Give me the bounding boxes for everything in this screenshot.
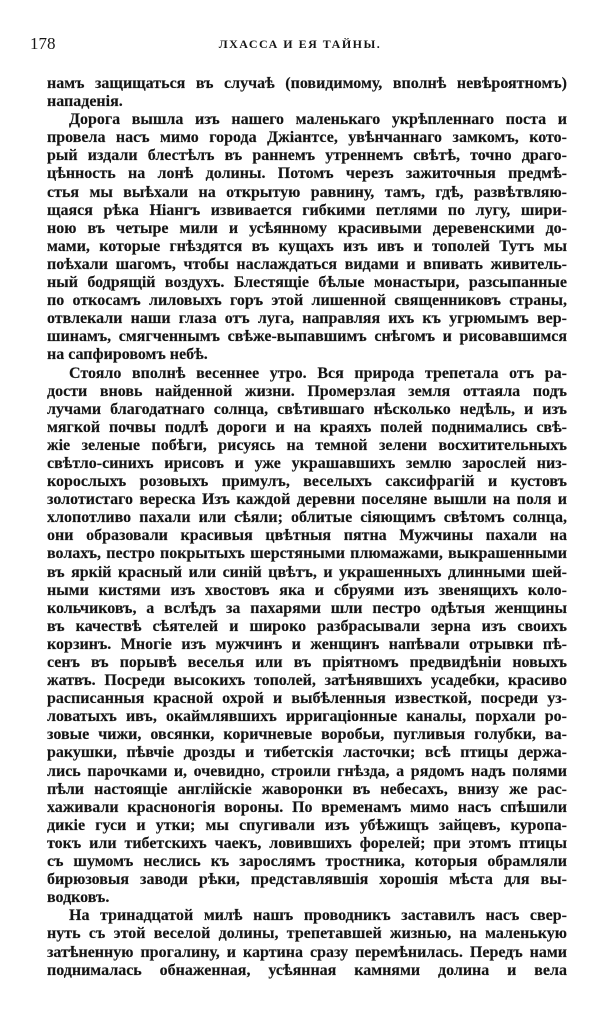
text-line: ными кистями изъ хвостовъ яка и сбруями изъ звенящихъ коло- <box>47 581 567 599</box>
page-number: 178 <box>30 34 56 53</box>
text-line: жіе зеленые побѣги, рисуясь на темной зелени восхитительныхъ <box>47 436 567 454</box>
text-line: водковъ. <box>47 889 110 907</box>
text-line: мягкой почвы подлѣ дороги и на краяхъ полей поднимались свѣ- <box>47 418 567 436</box>
running-title: ЛХАССА И ЕЯ ТАЙНЫ. <box>218 37 382 51</box>
text-line: въ яркій красный или синій цвѣтъ, и украшенныхъ длинными шей- <box>47 563 567 581</box>
paragraph <box>47 75 567 111</box>
text-line: они образовали красивыя цвѣтныя пятна Мужчины пахали на <box>47 527 567 545</box>
text-line: ловатыхъ ивъ, окаймлявшихъ ирригаціонные каналы, порхали ро- <box>47 708 567 726</box>
text-line: стья мы выѣхали на открытую равнину, тамъ, гдѣ, развѣтвляю- <box>47 183 567 201</box>
text-line: нападенія. <box>47 93 123 111</box>
text-line: по откосамъ лиловыхъ горъ этой лишенной священниковъ страны, <box>47 292 567 310</box>
paragraph <box>47 365 567 908</box>
paragraph <box>47 111 567 364</box>
text-line: лучами благодатнаго солнца, свѣтившаго нѣсколько недѣль, и изъ <box>47 400 567 418</box>
text-line: Дорога вышла изъ нашего маленькаго укрѣпленнаго поста и <box>69 111 567 129</box>
text-line: въ качествѣ сѣятелей и широко разбрасывали зерна изъ своихъ <box>47 617 567 635</box>
text-line: хаживали красноногія вороны. По временамъ мимо насъ спѣшили <box>47 798 567 816</box>
paragraph <box>47 907 567 979</box>
text-line: токъ или тибетскихъ чаекъ, ловившихъ форелей; при этомъ птицы <box>47 834 567 852</box>
text-line: цѣнность на лонѣ долины. Потомъ черезъ зажиточныя предмѣ- <box>47 165 567 183</box>
body-text <box>47 75 567 980</box>
text-line: волахъ, пестро покрытыхъ шерстяными плюмажами, выкрашенными <box>47 545 567 563</box>
text-line: расписанныя красной охрой и выбѣленныя известкой, посреди уз- <box>47 690 567 708</box>
text-line: зовые чижи, овсянки, коричневые воробьи, пугливыя голубки, ва- <box>47 726 567 744</box>
text-line: золотистаго вереска Изъ каждой деревни поселяне вышли на поля и <box>47 491 567 509</box>
text-line: лись парочками и, очевидно, строили гнѣзда, а рядомъ надъ полями <box>47 762 567 780</box>
text-line: корослыхъ розовыхъ примулъ, веселыхъ саксифрагій и кустовъ <box>47 473 567 491</box>
text-line: На тринадцатой милѣ нашъ проводникъ заставилъ насъ свер- <box>69 907 567 925</box>
text-line: нуть съ этой веселой долины, трепетавшей жизнью, на маленькую <box>47 925 567 943</box>
text-line: ною въ четыре мили и усѣянному красивыми деревенскими до- <box>47 219 567 237</box>
text-line: затѣненную прогалину, и картина сразу перемѣнилась. Передъ нами <box>47 943 567 961</box>
text-line: ный бодрящій воздухъ. Блестящіе бѣлые монастыри, разсыпанные <box>47 274 567 292</box>
text-line: корзинъ. Многіе изъ мужчинъ и женщинъ напѣвали отрывки пѣ- <box>47 635 567 653</box>
text-line: провела насъ мимо города Джіантсе, увѣнчаннаго замкомъ, кото- <box>47 129 567 147</box>
text-line: съ шумомъ неслись къ зарослямъ тростника, которыя обрамляли <box>47 853 567 871</box>
text-line: хлопотливо пахали или сѣяли; облитые сіяющимъ свѣтомъ солнца, <box>47 509 567 527</box>
text-line: шинамъ, смягченнымъ свѣже-выпавшимъ снѣгомъ и рисовавшимся <box>47 328 567 346</box>
text-line: жатвъ. Посреди высокихъ тополей, затѣнявшихъ усадебки, красиво <box>47 672 567 690</box>
text-line: кольчиковъ, а вслѣдъ за пахарями шли пестро одѣтыя женщины <box>47 599 567 617</box>
text-line: Стояло вполнѣ весеннее утро. Вся природа трепетала отъ ра- <box>69 364 567 382</box>
text-line: щаяся рѣка Ніангъ извивается гибкими петлями по лугу, шири- <box>47 201 567 219</box>
text-line: дикіе гуси и утки; мы спугивали изъ убѣжищъ зайцевъ, куропа- <box>47 816 567 834</box>
text-line: мами, которые гнѣздятся въ кущахъ изъ ивъ и тополей Тутъ мы <box>47 237 567 255</box>
text-line: на сапфировомъ небѣ. <box>47 346 208 364</box>
text-line: поднималась обнаженная, усѣянная камнями долина и вела <box>47 961 567 979</box>
text-line: ракушки, пѣвчіе дрозды и тибетскія ласточки; всѣ птицы держа- <box>47 744 567 762</box>
text-line: бирюзовыя заводи рѣки, представлявшія хорошія мѣста для вы- <box>47 871 567 889</box>
text-line: рый издали блестѣлъ въ раннемъ утреннемъ свѣтѣ, точно драго- <box>47 147 567 165</box>
text-line: дости вновь найденной жизни. Промерзлая земля оттаяла подъ <box>47 382 567 400</box>
text-line: пѣли настоящіе англійскіе жаворонки въ небесахъ, внизу же рас- <box>47 780 567 798</box>
text-line: отвлекали наши глаза отъ луга, направляя ихъ къ угрюмымъ вер- <box>47 310 567 328</box>
text-line: свѣтло-синихъ ирисовъ и уже украшавшихъ землю зарослей низ- <box>47 454 567 472</box>
text-line: сенъ въ порывѣ веселья или въ пріятномъ предвидѣніи новыхъ <box>47 654 567 671</box>
text-line: намъ защищаться въ случаѣ (повидимому, вполнѣ невѣроятномъ) <box>47 75 567 92</box>
text-line: поѣхали шагомъ, чтобы наслаждаться видами и впивать живитель- <box>47 255 567 273</box>
